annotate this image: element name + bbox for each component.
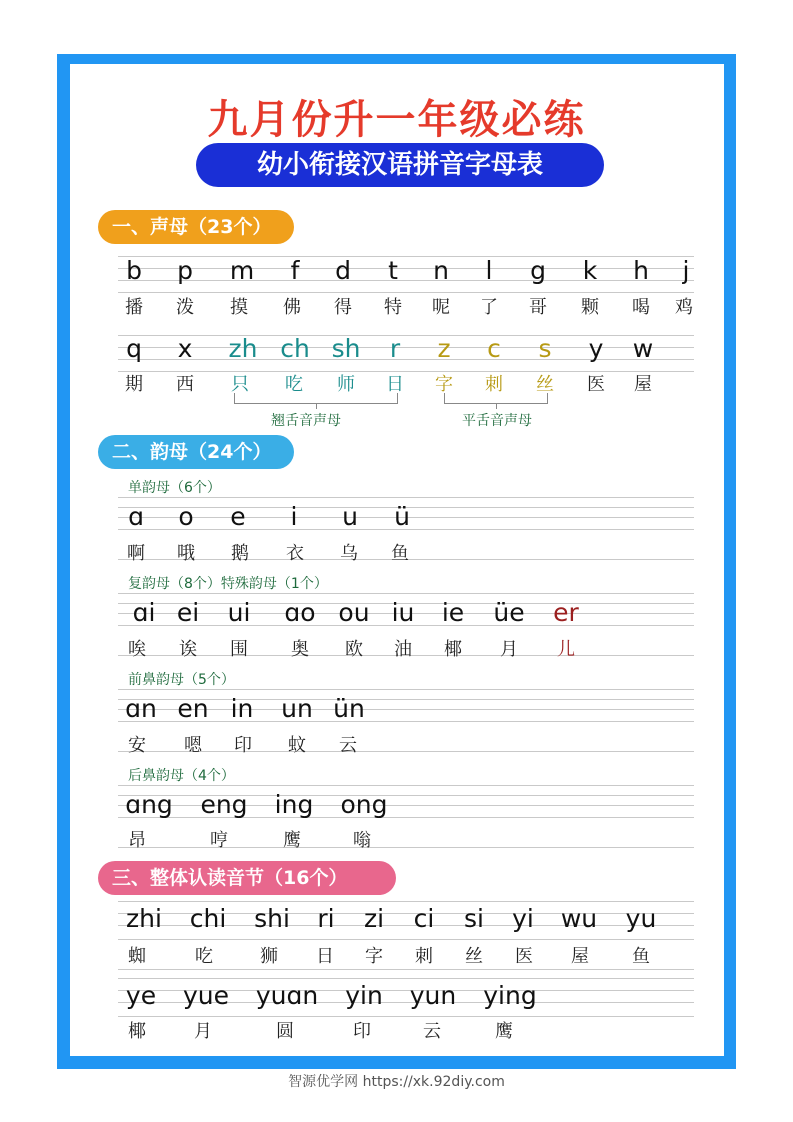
- hanzi-char: 欧: [345, 639, 363, 660]
- pinyin-letter: en: [177, 694, 209, 723]
- flat-tongue-bracket: [444, 393, 548, 404]
- hanzi-char: 丝: [536, 374, 554, 395]
- hanzi-char: 屋: [571, 946, 589, 967]
- hanzi-char: 只: [231, 374, 249, 395]
- hanzi-char: 医: [587, 374, 605, 395]
- pinyin-letter: ün: [333, 694, 365, 723]
- pinyin-letter: in: [230, 694, 254, 723]
- pinyin-syllable: yuɑn: [255, 981, 319, 1010]
- pinyin-syllable: si: [464, 904, 484, 933]
- hanzi-char: 圆: [276, 1021, 294, 1042]
- retroflex-bracket: [234, 393, 398, 404]
- pinyin-syllable: ying: [483, 981, 537, 1010]
- pinyin-letter: ɑn: [125, 694, 157, 723]
- pinyin-syllable: chi: [189, 904, 227, 933]
- hanzi-char: 印: [353, 1021, 371, 1042]
- pinyin-syllable: yun: [409, 981, 457, 1010]
- hanzi-char: 颗: [581, 297, 599, 318]
- pinyin-letter: s: [538, 334, 552, 363]
- hanzi-char: 日: [386, 374, 404, 395]
- hanzi-char: 啊: [127, 543, 145, 564]
- hanzi-char: 丝: [465, 946, 483, 967]
- subhead-hou: 后鼻韵母（4个）: [128, 768, 235, 784]
- pinyin-letter: ie: [441, 598, 465, 627]
- hanzi-char: 医: [515, 946, 533, 967]
- page-title: 九月份升一年级必练: [207, 97, 586, 143]
- page-subtitle: 幼小衔接汉语拼音字母表: [196, 143, 604, 187]
- hanzi-char: 播: [125, 297, 143, 318]
- hanzi-char: 吃: [285, 374, 303, 395]
- hanzi-char: 安: [128, 735, 146, 756]
- pinyin-letter: un: [281, 694, 313, 723]
- hanzi-char: 油: [394, 639, 412, 660]
- hanzi-char: 字: [435, 374, 453, 395]
- hanzi-char: 乌: [340, 543, 358, 564]
- hanzi-char: 哼: [210, 830, 228, 851]
- pinyin-syllable: yi: [512, 904, 534, 933]
- hanzi-char: 椰: [128, 1021, 146, 1042]
- pinyin-letter: f: [290, 256, 300, 285]
- hanzi-char: 鱼: [391, 543, 409, 564]
- pinyin-letter: ɑ: [128, 502, 144, 531]
- pinyin-letter: sh: [331, 334, 361, 363]
- hanzi-char: 了: [480, 297, 498, 318]
- hanzi-char: 蜘: [128, 946, 146, 967]
- hanzi-char: 云: [423, 1021, 441, 1042]
- hanzi-char: 鸡: [675, 297, 693, 318]
- hanzi-char: 狮: [260, 946, 278, 967]
- pinyin-letter: w: [632, 334, 654, 363]
- pinyin-syllable: zhi: [126, 904, 162, 933]
- pinyin-letter: ɑng: [125, 790, 173, 819]
- pinyin-syllable: ri: [317, 904, 335, 933]
- pinyin-letter: d: [335, 256, 351, 285]
- hanzi-char: 哦: [177, 543, 195, 564]
- pinyin-letter: n: [433, 256, 449, 285]
- hanzi-char: 佛: [283, 297, 301, 318]
- hanzi-char: 鹰: [495, 1021, 513, 1042]
- hanzi-char: 特: [384, 297, 402, 318]
- pinyin-letter: y: [588, 334, 604, 363]
- pinyin-letter: ing: [274, 790, 314, 819]
- hanzi-char: 蚊: [288, 735, 306, 756]
- pinyin-letter: c: [487, 334, 501, 363]
- hanzi-char: 刺: [485, 374, 503, 395]
- hanzi-char: 屋: [634, 374, 652, 395]
- pinyin-letter: m: [229, 256, 255, 285]
- footer-watermark: 智源优学网 https://xk.92diy.com: [288, 1074, 505, 1090]
- pinyin-letter: i: [290, 502, 298, 531]
- hanzi-char: 奥: [291, 639, 309, 660]
- pinyin-syllable: shi: [254, 904, 290, 933]
- hanzi-char: 泼: [176, 297, 194, 318]
- pinyin-syllable: yu: [625, 904, 657, 933]
- pinyin-letter: t: [388, 256, 398, 285]
- hanzi-char: 嗯: [184, 735, 202, 756]
- hanzi-char: 期: [125, 374, 143, 395]
- hanzi-char: 诶: [179, 639, 197, 660]
- pinyin-letter: g: [530, 256, 546, 285]
- hanzi-char: 字: [365, 946, 383, 967]
- subhead-dan: 单韵母（6个）: [128, 480, 221, 496]
- hanzi-char: 日: [316, 946, 334, 967]
- hanzi-char: 嗡: [353, 830, 371, 851]
- pinyin-letter: e: [230, 502, 246, 531]
- hanzi-char: 围: [230, 639, 248, 660]
- flat-tongue-label: 平舌音声母: [462, 413, 532, 429]
- hanzi-char: 呢: [432, 297, 450, 318]
- hanzi-char: 印: [234, 735, 252, 756]
- pinyin-letter: üe: [493, 598, 525, 627]
- pinyin-letter: b: [126, 256, 142, 285]
- hanzi-char: 得: [334, 297, 352, 318]
- pinyin-letter: ɑi: [132, 598, 156, 627]
- hanzi-char: 椰: [444, 639, 462, 660]
- pinyin-syllable: ci: [413, 904, 435, 933]
- hanzi-char: 哥: [529, 297, 547, 318]
- pinyin-letter: o: [178, 502, 194, 531]
- pinyin-letter: ü: [394, 502, 410, 531]
- pinyin-letter: r: [389, 334, 401, 363]
- hanzi-char: 昂: [128, 830, 146, 851]
- pinyin-syllable: zi: [363, 904, 385, 933]
- section-yunmu-header: 二、韵母（24个）: [98, 435, 294, 469]
- pinyin-letter: x: [177, 334, 193, 363]
- pinyin-letter: ou: [338, 598, 370, 627]
- pinyin-letter: ɑo: [284, 598, 316, 627]
- hanzi-char: 唉: [128, 639, 146, 660]
- hanzi-char: 师: [337, 374, 355, 395]
- hanzi-char: 衣: [286, 543, 304, 564]
- pinyin-letter: ong: [340, 790, 388, 819]
- pinyin-syllable: yue: [182, 981, 230, 1010]
- pinyin-letter: ei: [176, 598, 200, 627]
- hanzi-char: 西: [176, 374, 194, 395]
- hanzi-char: 鹰: [283, 830, 301, 851]
- pinyin-letter: q: [126, 334, 142, 363]
- hanzi-char: 月: [194, 1021, 212, 1042]
- hanzi-char: 刺: [415, 946, 433, 967]
- hanzi-char: 月: [500, 639, 518, 660]
- pinyin-letter: iu: [391, 598, 415, 627]
- subhead-fu: 复韵母（8个）特殊韵母（1个）: [128, 576, 328, 592]
- subhead-qian: 前鼻韵母（5个）: [128, 672, 235, 688]
- hanzi-char: 鹅: [231, 543, 249, 564]
- pinyin-syllable: yin: [345, 981, 383, 1010]
- pinyin-letter: l: [485, 256, 493, 285]
- section-zhengti-header: 三、整体认读音节（16个）: [98, 861, 396, 895]
- pinyin-syllable: ye: [125, 981, 157, 1010]
- hanzi-char: 儿: [557, 639, 575, 660]
- pinyin-letter: p: [177, 256, 193, 285]
- section-shengmu-header: 一、声母（23个）: [98, 210, 294, 244]
- pinyin-letter: ch: [280, 334, 310, 363]
- pinyin-letter: er: [553, 598, 579, 627]
- pinyin-letter: z: [437, 334, 451, 363]
- hanzi-char: 摸: [230, 297, 248, 318]
- pinyin-syllable: wu: [560, 904, 598, 933]
- pinyin-letter: zh: [228, 334, 258, 363]
- pinyin-letter: h: [633, 256, 649, 285]
- pinyin-letter: k: [582, 256, 598, 285]
- hanzi-char: 吃: [195, 946, 213, 967]
- pinyin-letter: ui: [227, 598, 251, 627]
- retroflex-label: 翘舌音声母: [271, 413, 341, 429]
- hanzi-char: 鱼: [632, 946, 650, 967]
- pinyin-letter: j: [682, 256, 690, 285]
- hanzi-char: 云: [339, 735, 357, 756]
- pinyin-letter: u: [342, 502, 358, 531]
- hanzi-char: 喝: [632, 297, 650, 318]
- pinyin-letter: eng: [200, 790, 248, 819]
